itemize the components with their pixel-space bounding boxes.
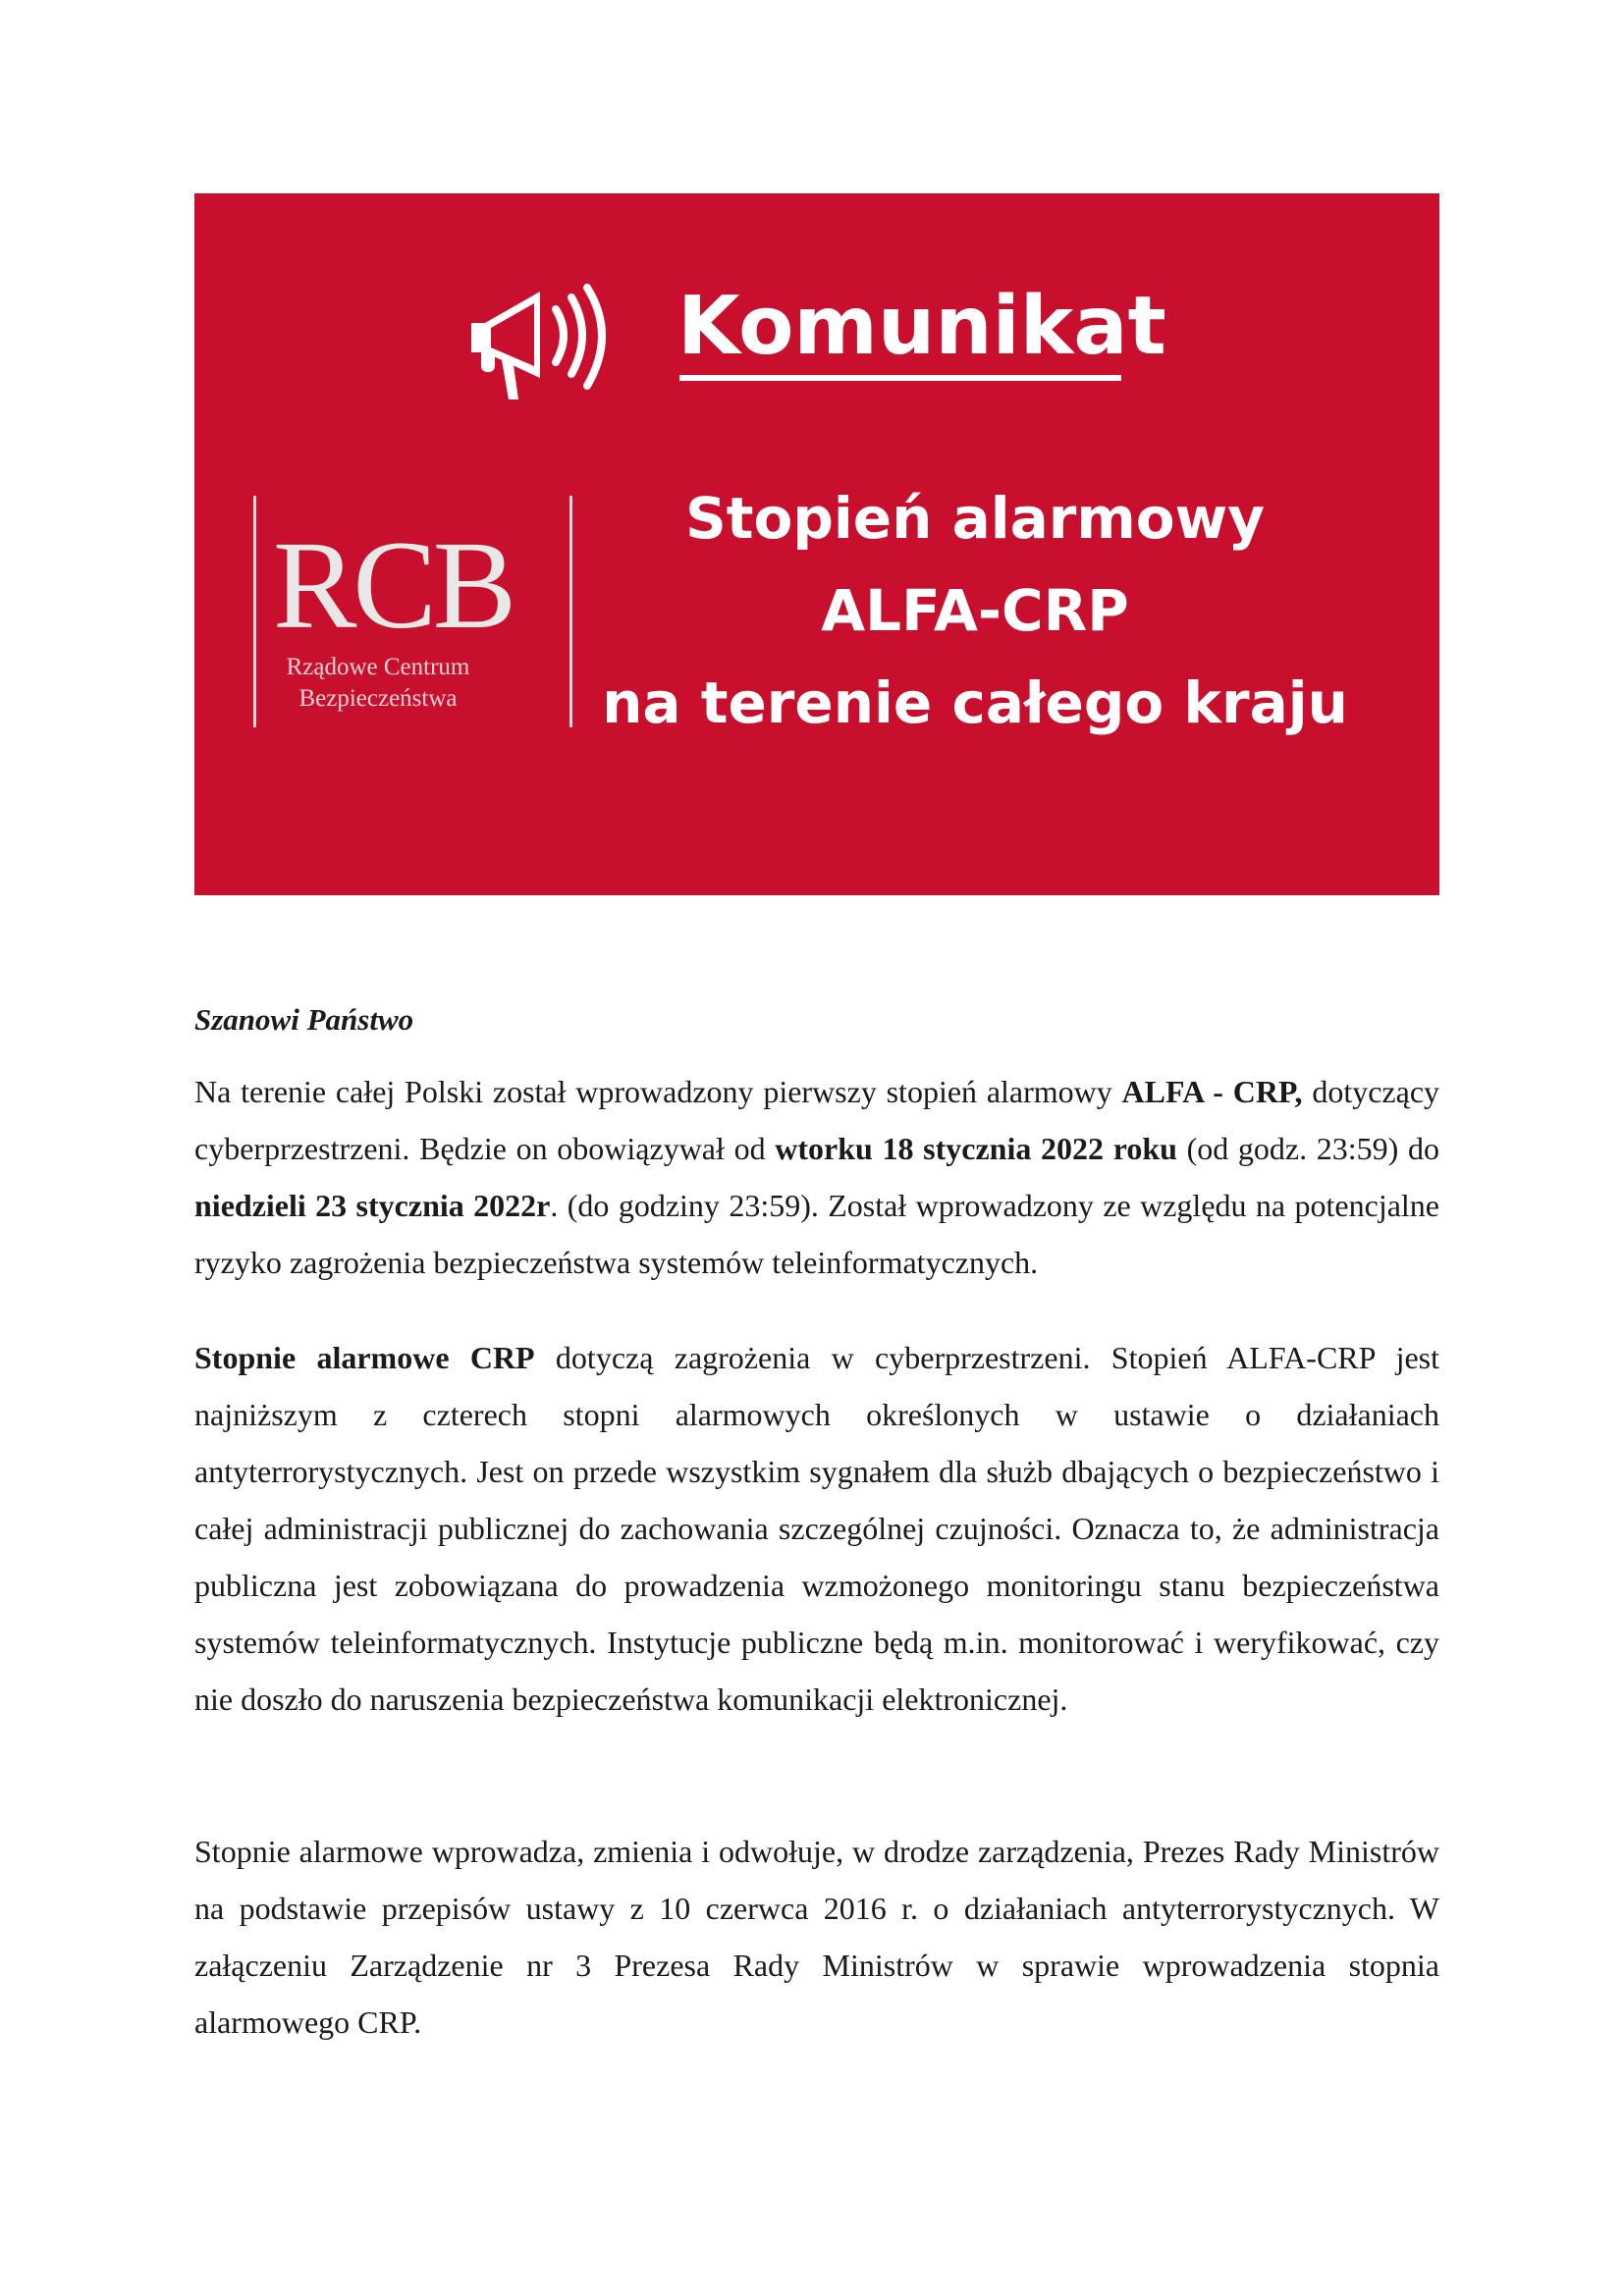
rcb-logo-subtitle-1: Rządowe Centrum [286,654,470,680]
rcb-logo: RCB [273,515,514,655]
p1-text-4: . (do godziny 23:59). Został wprowadzony ze względu na potencjalne ryzyko zagrożenia bezpieczeństwa systemów teleinformatycznych. [194,1188,1440,1280]
banner-line-3: na terenie całego kraju [602,669,1348,736]
p1-bold-3: niedzieli 23 stycznia 2022r [194,1188,551,1223]
p1-text-2: dotyczący cyberprzestrzeni. Będzie on obowiązywał od [194,1074,1440,1166]
rcb-logo-subtitle-2: Bezpieczeństwa [298,685,458,712]
logo-divider-right [569,496,572,727]
p1-bold-2: wtorku 18 stycznia 2022 roku [775,1131,1177,1166]
title-underline [679,375,1121,381]
p1-text-1: Na terenie całej Polski został wprowadzony pierwszy stopień alarmowy [194,1074,1122,1109]
announcement-banner [194,193,1439,895]
banner-title: Komunikat [677,280,1166,373]
paragraph-3: Stopnie alarmowe wprowadza, zmienia i odwołuje, w drodze zarządzenia, Prezes Rady Ministrów na podstawie przepisów ustawy z 10 czerwca 2016 r. o działaniach antyterrorystycznych. W załączeniu Zarządzenie nr 3 Prezesa Rady Ministrów w sprawie wprowadzenia stopnia alarmowego CRP. [194,1834,1439,2040]
p1-text-3: (od godz. 23:59) do [1176,1131,1439,1166]
paragraph-1 [194,1063,1439,1291]
banner-line-1: Stopień alarmowy [685,485,1265,552]
p1-bold-1: ALFA - CRP, [1121,1074,1303,1109]
p2-bold-1: Stopnie alarmowe CRP [194,1340,535,1375]
paragraph-2 [194,1329,1439,1728]
banner-line-2: ALFA-CRP [821,577,1129,644]
greeting: Szanowi Państwo [194,1002,414,1037]
megaphone-icon [461,284,619,411]
p2-text-1: dotyczą zagrożenia w cyberprzestrzeni. Stopień ALFA-CRP jest najniższym z czterech stopni alarmowych określonych w ustawie o działaniach antyterrorystycznych. Jest on przede wszystkim sygnałem dla służb dbających o bezpieczeństwo i całej administracji publicznej do zachowania szczególnej czujności. Oznacza to, że administracja publiczna jest zobowiązana do prowadzenia wzmożonego monitoringu stanu bezpieczeństwa systemów teleinformatycznych. Instytucje publiczne będą m.in. monitorować i weryfikować, czy nie doszło do naruszenia bezpieczeństwa komunikacji elektronicznej. [194,1340,1440,1717]
